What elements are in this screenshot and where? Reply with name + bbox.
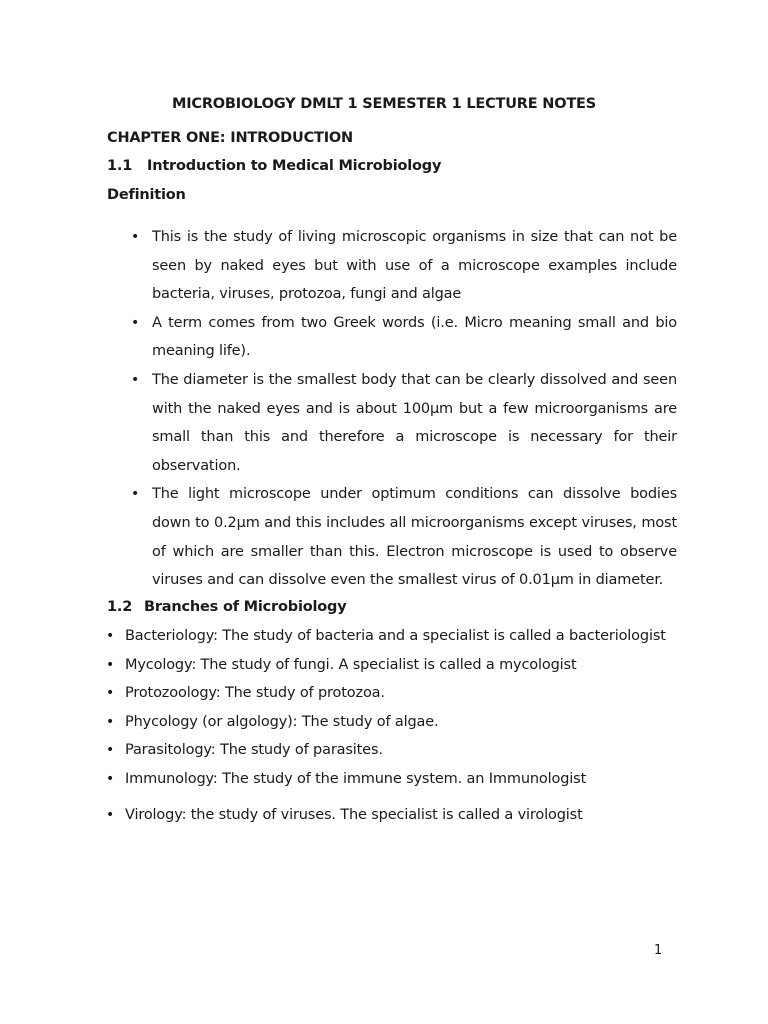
list-item: • Virology: the study of viruses. The specialist is called a virologist	[125, 801, 677, 830]
section-title: Branches of Microbiology	[144, 599, 347, 615]
document-title: MICROBIOLOGY DMLT 1 SEMESTER 1 LECTURE NOTES	[171, 96, 597, 112]
list-item: • Mycology: The study of fungi. A specialist is called a mycologist	[125, 651, 677, 680]
list-item: • The light microscope under optimum conditions can dissolve bodies down to 0.2μm and this includes all microorganisms except viruses, most of which are smaller than this. Electron microscope is used to observe viruses and can dissolve even the smallest virus of 0.01μm in diameter.	[152, 480, 677, 594]
list-item: • Phycology (or algology): The study of algae.	[125, 708, 677, 737]
definition-list	[152, 223, 677, 595]
list-item: • Parasitology: The study of parasites.	[125, 736, 677, 765]
section-title: Introduction to Medical Microbiology	[147, 158, 442, 174]
section-heading-1-1	[107, 158, 441, 174]
page-number: 1	[654, 943, 663, 958]
list-item: • A term comes from two Greek words (i.e. Micro meaning small and bio meaning life).	[152, 309, 677, 366]
list-item: • Immunology: The study of the immune system. an Immunologist	[125, 765, 677, 794]
list-item: • This is the study of living microscopic organisms in size that can not be seen by naked eyes but with use of a microscope examples include bacteria, viruses, protozoa, fungi and algae	[152, 223, 677, 309]
section-number: 1.1	[107, 158, 133, 174]
list-item: • The diameter is the smallest body that can be clearly dissolved and seen with the naked eyes and is about 100μm but a few microorganisms are small than this and therefore a microscope is necessary for their observation.	[152, 366, 677, 480]
chapter-heading: CHAPTER ONE: INTRODUCTION	[107, 130, 353, 146]
section-number: 1.2	[107, 599, 133, 615]
list-item: • Bacteriology: The study of bacteria and a specialist is called a bacteriologist	[125, 622, 677, 651]
list-item: • Protozoology: The study of protozoa.	[125, 679, 677, 708]
definition-heading: Definition	[107, 187, 186, 203]
branches-list	[125, 622, 677, 829]
section-heading-1-2	[107, 599, 346, 615]
